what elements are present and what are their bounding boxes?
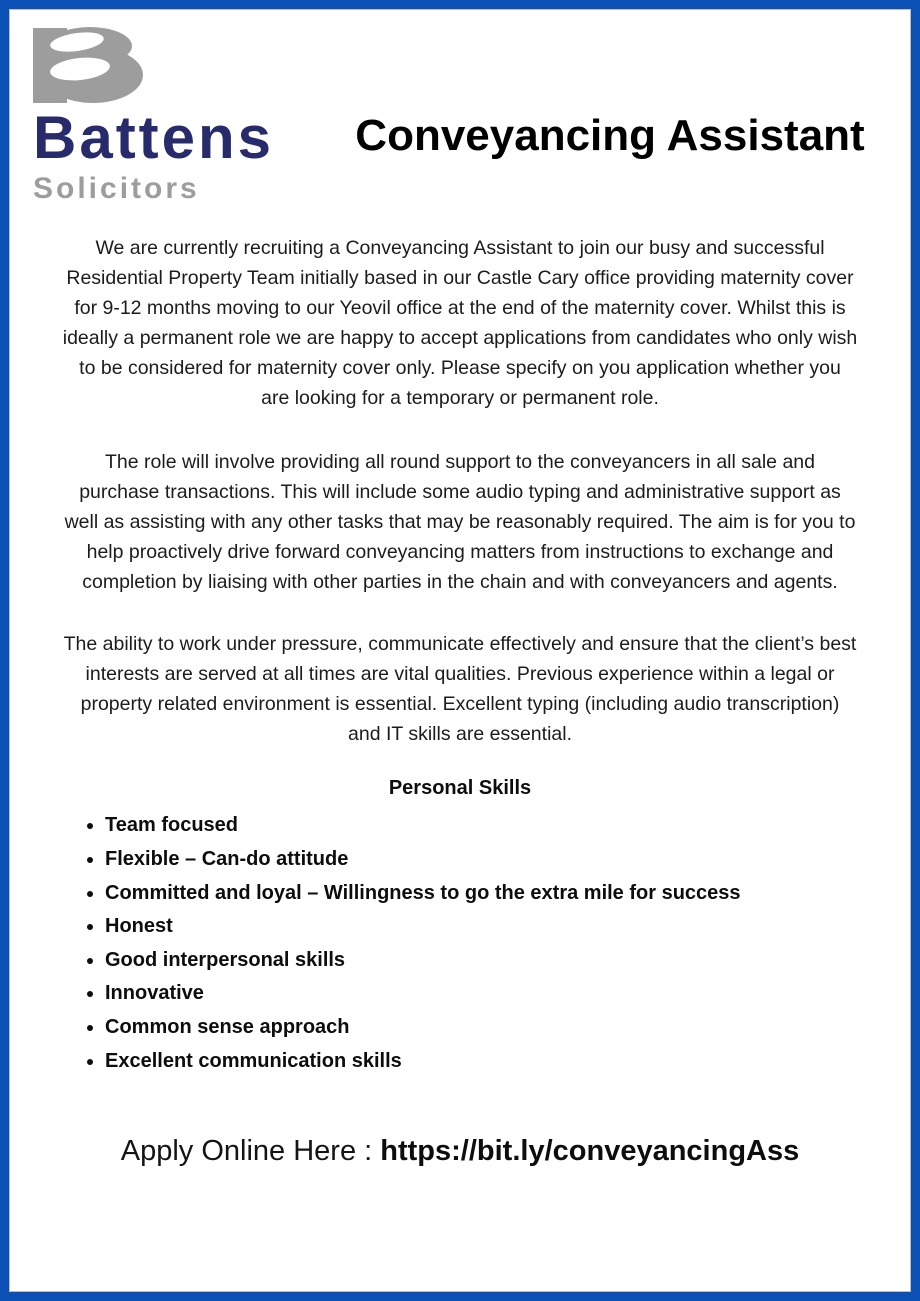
skill-item: • Committed and loyal – Willingness to go the extra mile for success [105,877,793,911]
apply-url-link[interactable]: https://bit.ly/conveyancingAss [380,1135,800,1168]
logo-brand-text: Battens [33,104,275,171]
intro-paragraph: We are currently recruiting a Conveyancing Assistant to join our busy and successful Residential Property Team initially based in our Castle Cary office providing maternity cover for 9-12 months moving to our Yeovil office at the end of the maternity cover. Whilst this is ideally a permanent role we are happy to accept applications from candidates who only wish to be considered for maternity cover only. Please specify on you application whether you are looking for a temporary or permanent role. [62,237,858,410]
battens-logo-mark-icon [33,25,147,103]
skill-item: • Excellent communication skills [105,1045,793,1079]
skill-item: • Innovative [105,977,793,1011]
flyer-body [9,233,911,1170]
skill-item: • Flexible – Can-do attitude [105,843,793,877]
skill-item: • Good interpersonal skills [105,944,793,978]
page-title: Conveyancing Assistant [355,111,865,160]
requirements-paragraph: The ability to work under pressure, communicate effectively and ensure that the client’s best interests are served at all times are vital qualities. Previous experience within a legal or property related environment is essential. Excellent typing (including audio transcription) and IT skills are essential. [63,633,857,746]
personal-skills-heading: Personal Skills [388,777,532,800]
header [9,9,911,205]
skill-item: • Honest [105,910,793,944]
role-paragraph: The role will involve providing all round support to the conveyancers in all sale and purchase transactions. This will include some audio typing and administrative support as well as assisting with any other tasks that may be reasonably required. The aim is for you to help proactively drive forward conveyancing matters from instructions to exchange and completion by liaising with other parties in the chain and with conveyancers and agents. [64,451,856,594]
logo-tagline-text: Solicitors [33,172,200,206]
skill-item: • Team focused [105,809,793,843]
apply-label: Apply Online Here : [120,1135,381,1168]
skill-item: • Common sense approach [105,1011,793,1045]
apply-line [55,1132,865,1170]
battens-logo [33,25,333,205]
personal-skills-list [55,809,865,1078]
